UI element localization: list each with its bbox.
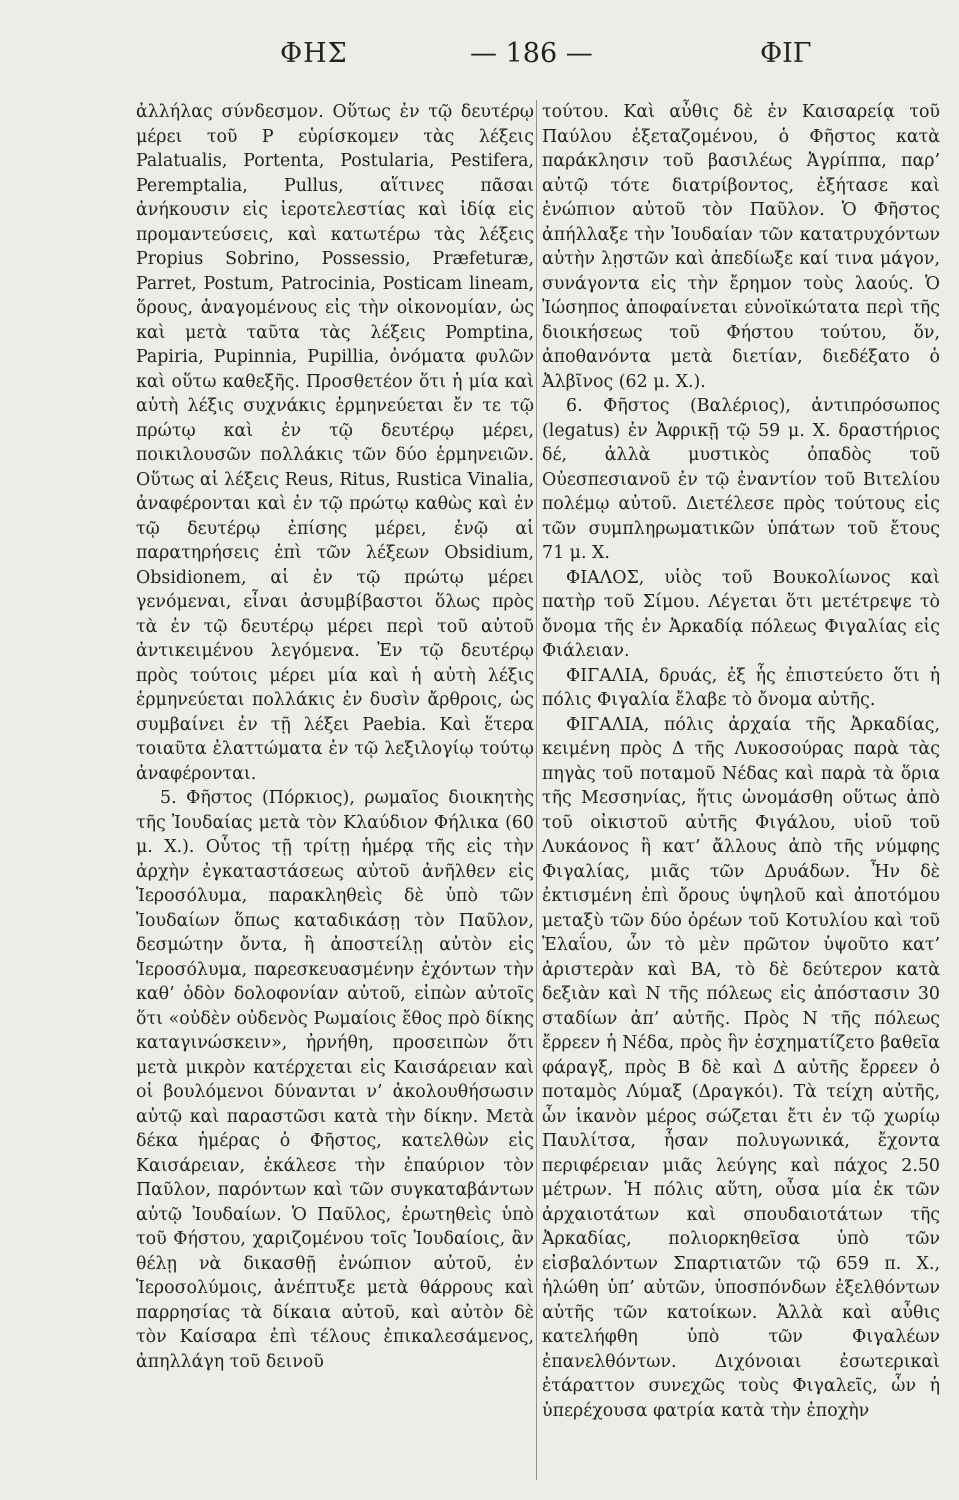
entry-phigalia-dryad: ΦΙΓΑΛΙΑ, δρυάς, ἐξ ἧς ἐπιστεύετο ὅτι ἡ πόλις Φιγαλία ἔλαβε τὸ ὄνομα αὐτῆς. xyxy=(542,665,940,710)
entry-phialos: ΦΙΑΛΟΣ, υἱὸς τοῦ Βουκολίωνος καὶ πατὴρ τοῦ Σίμου. Λέγεται ὅτι μετέτρεψε τὸ ὄνομα τῆς ἐν Ἀρκαδίᾳ πόλεως Φιγαλίας εἰς Φιάλειαν. xyxy=(542,567,940,661)
paragraph-festus-porcius: 5. Φῆστος (Πόρκιος), ρωμαῖος διοικητὴς τῆς Ἰουδαίας μετὰ τὸν Κλαύδιον Φήλικα (60 μ. Χ.). Οὗτος τῇ τρίτῃ ἡμέρᾳ τῆς εἰς τὴν ἀρχὴν ἐγκαταστάσεως αὐτοῦ ἀνῆλθεν εἰς Ἱεροσόλυμα, παρακληθεὶς δὲ ὑπὸ τῶν Ἰουδαίων ὅπως καταδικάσῃ τὸν Παῦλον, δεσμώτην ὄντα, ἢ ἀποστείλῃ αὐτὸν εἰς Ἱεροσόλυμα, παρεσκευασμένην ἐχόντων τὴν καθ’ ὁδὸν δολοφονίαν αὐτοῦ, εἰπὼν αὐτοῖς ὅτι «οὐδὲν οὐδενὸς Ρωμαίοις ἔθος πρὸ δίκης καταγινώσκειν», ἠρνήθη, προσειπὼν ὅτι μετὰ μικρὸν κατέρχεται εἰς Καισάρειαν καὶ οἱ βουλόμενοι δύνανται ν’ ἀκολουθήσωσιν αὐτῷ καὶ παραστῶσι κατὰ τὴν δίκην. Μετὰ δέκα ἡμέρας ὁ Φῆστος, κατελθὼν εἰς Καισάρειαν, ἐκάλεσε τὴν ἐπαύριον τὸν Παῦλον, παρόντων καὶ τῶν συγκαταβάντων αὐτῷ Ἰουδαίων. Ὁ Παῦλος, ἐρωτηθεὶς ὑπὸ τοῦ Φήστου, χαριζομένου τοῖς Ἰουδαίοις, ἂν θέλῃ νὰ δικασθῇ ἐνώπιον αὐτοῦ, ἐν Ἱεροσολύμοις, ἀνέπτυξε μετὰ θάρρους καὶ παρρησίας τὰ δίκαια αὐτοῦ, καὶ αὐτὸν δὲ τὸν Καίσαρα ἐπὶ τέλους ἐπικαλεσάμενος, ἀπηλλάγη τοῦ δεινοῦ xyxy=(136,788,534,1372)
entry-phigalia-city: ΦΙΓΑΛΙΑ, πόλις ἀρχαία τῆς Ἀρκαδίας, κειμένη πρὸς Δ τῆς Λυκοσούρας παρὰ τὰς πηγὰς τοῦ ποταμοῦ Νέδας καὶ παρὰ τὰ ὅρια τῆς Μεσσηνίας, ἥτις ὠνομάσθη οὕτως ἀπὸ τοῦ οἰκιστοῦ αὐτῆς Φιγάλου, υἱοῦ τοῦ Λυκάονος ἢ κατ’ ἄλλους ἀπὸ τῆς νύμφης Φιγαλίας, μιᾶς τῶν Δρυάδων. Ἦν δὲ ἐκτισμένη ἐπὶ ὄρους ὑψηλοῦ καὶ ἀποτόμου μεταξὺ τῶν δύο ὀρέων τοῦ Κοτυλίου καὶ τοῦ Ἐλαΐου, ὧν τὸ μὲν πρῶτον ὑψοῦτο κατ’ ἀριστερὰν καὶ ΒΑ, τὸ δὲ δεύτερον κατὰ δεξιὰν καὶ Ν τῆς πόλεως εἰς ἀπόστασιν 30 σταδίων ἀπ’ αὐτῆς. Πρὸς Ν τῆς πόλεως ἔρρεεν ἡ Νέδα, πρὸς ἣν ἐσχηματίζετο βαθεῖα φάραγξ, πρὸς Β δὲ καὶ Δ αὐτῆς ἔρρεεν ὁ ποταμὸς Λύμαξ (Δραγκόι). Τὰ τείχη αὐτῆς, ὧν ἱκανὸν μέρος σώζεται ἔτι ἐν τῷ χωρίῳ Παυλίτσα, ἦσαν πολυγωνικά, ἔχοντα περιφέρειαν μιᾶς λεύγης καὶ πάχος 2.50 μέτρων. Ἡ πόλις αὕτη, οὖσα μία ἐκ τῶν ἀρχαιοτάτων καὶ σπουδαιοτάτων τῆς Ἀρκαδίας, πολιορκηθεῖσα ὑπὸ τῶν εἰσβαλόντων Σπαρτιατῶν τῷ 659 π. Χ., ἡλώθη ὑπ’ αὐτῶν, ὑποσπόνδων ἐξελθόντων αὐτῆς τῶν κατοίκων. Ἀλλὰ καὶ αὖθις κατελήφθη ὑπὸ τῶν Φιγαλέων ἐπανελθόντων. Διχόνοιαι ἐσωτερικαὶ ἐτάραττον συνεχῶς τοὺς Φιγαλεῖς, ὧν ἡ ὑπερέχουσα φατρία κατὰ τὴν ἐποχὴν xyxy=(542,714,940,1421)
column-divider xyxy=(536,100,537,1480)
left-column xyxy=(136,100,534,1374)
page-header xyxy=(130,38,830,78)
paragraph-festus-valerius: 6. Φῆστος (Βαλέριος), ἀντιπρόσωπος (legatus) ἐν Ἀφρικῇ τῷ 59 μ. Χ. δραστήριος δέ, ἀλλὰ μυστικὸς ὀπαδὸς τοῦ Οὐεσπεσιανοῦ ἐν τῷ ἐναντίον τοῦ Βιτελίου πολέμῳ αὐτοῦ. Διετέλεσε πρὸς τούτους εἰς τῶν συμπληρωματικῶν ὑπάτων τοῦ ἔτους 71 μ. Χ. xyxy=(542,396,940,563)
page-number: — 186 — xyxy=(470,38,593,69)
paragraph-continuation: ἀλλήλας σύνδεσμον. Οὕτως ἐν τῷ δευτέρῳ μέρει τοῦ P εὑρίσκομεν τὰς λέξεις Palatualis, Portenta, Postularia, Pestifera, Peremptalia, Pullus, αἵτινες πᾶσαι ἀνήκουσιν εἰς ἱεροτελεστίας καὶ ἰδίᾳ εἰς προμαντεύσεις, καὶ κατωτέρω τὰς λέξεις Propius Sobrino, Possessio, Præfeturæ, Parret, Postum, Patrocinia, Posticam lineam, ὅρους, ἀναγομένους εἰς τὴν οἰκονομίαν, ὡς καὶ μετὰ ταῦτα τὰς λέξεις Pomptina, Papiria, Pupinnia, Pupillia, ὀνόματα φυλῶν καὶ οὕτω καθεξῆς. Προσθετέον ὅτι ἡ μία καὶ αὐτὴ λέξις συχνάκις ἑρμηνεύεται ἔν τε τῷ πρώτῳ καὶ ἐν τῷ δευτέρῳ μέρει, ποικιλουσῶν πολλάκις τῶν δύο ἑρμηνειῶν. Οὕτως αἱ λέξεις Reus, Ritus, Rustica Vinalia, ἀναφέρονται καὶ ἐν τῷ πρώτῳ καθὼς καὶ ἐν τῷ δευτέρῳ ἐπίσης μέρει, ἐνῷ αἱ παρατηρήσεις ἐπὶ τῶν λέξεων Obsidium, Obsidionem, αἱ ἐν τῷ πρώτῳ μέρει γενόμεναι, εἶναι ἀσυμβίβαστοι ὅλως πρὸς τὰ ἐν τῷ δευτέρῳ μέρει περὶ τοῦ αὐτοῦ ἀντικειμένου λεγόμενα. Ἐν τῷ δευτέρῳ πρὸς τούτοις μέρει μία καὶ ἡ αὐτὴ λέξις ἑρμηνεύεται πολλάκις ἐν δυσὶν ἄρθροις, ὡς συμβαίνει ἐν τῇ λέξει Paebia. Καὶ ἕτερα τοιαῦτα ἐλαττώματα ἐν τῷ λεξιλογίῳ τούτῳ ἀναφέρονται. xyxy=(136,102,534,784)
paragraph-continuation-right: τούτου. Καὶ αὖθις δὲ ἐν Καισαρείᾳ τοῦ Παύλου ἐξεταζομένου, ὁ Φῆστος κατὰ παράκλησιν τοῦ βασιλέως Ἀγρίππα, παρ’ αὐτῷ τότε διατρίβοντος, ἐξήτασε καὶ ἐνώπιον αὐτοῦ τὸν Παῦλον. Ὁ Φῆστος ἀπήλλαξε τὴν Ἰουδαίαν τῶν κατατρυχόντων αὐτὴν λῃστῶν καὶ ἀπεδίωξε καί τινα μάγον, συνάγοντα εἰς τὴν ἔρημον τοὺς λαούς. Ὁ Ἰώσηπος ἀποφαίνεται εὐνοϊκώτατα περὶ τῆς διοικήσεως τοῦ Φήστου τούτου, ὅν, ἀποθανόντα μετὰ διετίαν, διεδέξατο ὁ Ἀλβῖνος (62 μ. Χ.). xyxy=(542,102,940,392)
header-left-guideword: ΦΗΣ xyxy=(280,38,348,69)
header-right-guideword: ΦΙΓ xyxy=(760,38,812,69)
right-column xyxy=(542,100,940,1423)
